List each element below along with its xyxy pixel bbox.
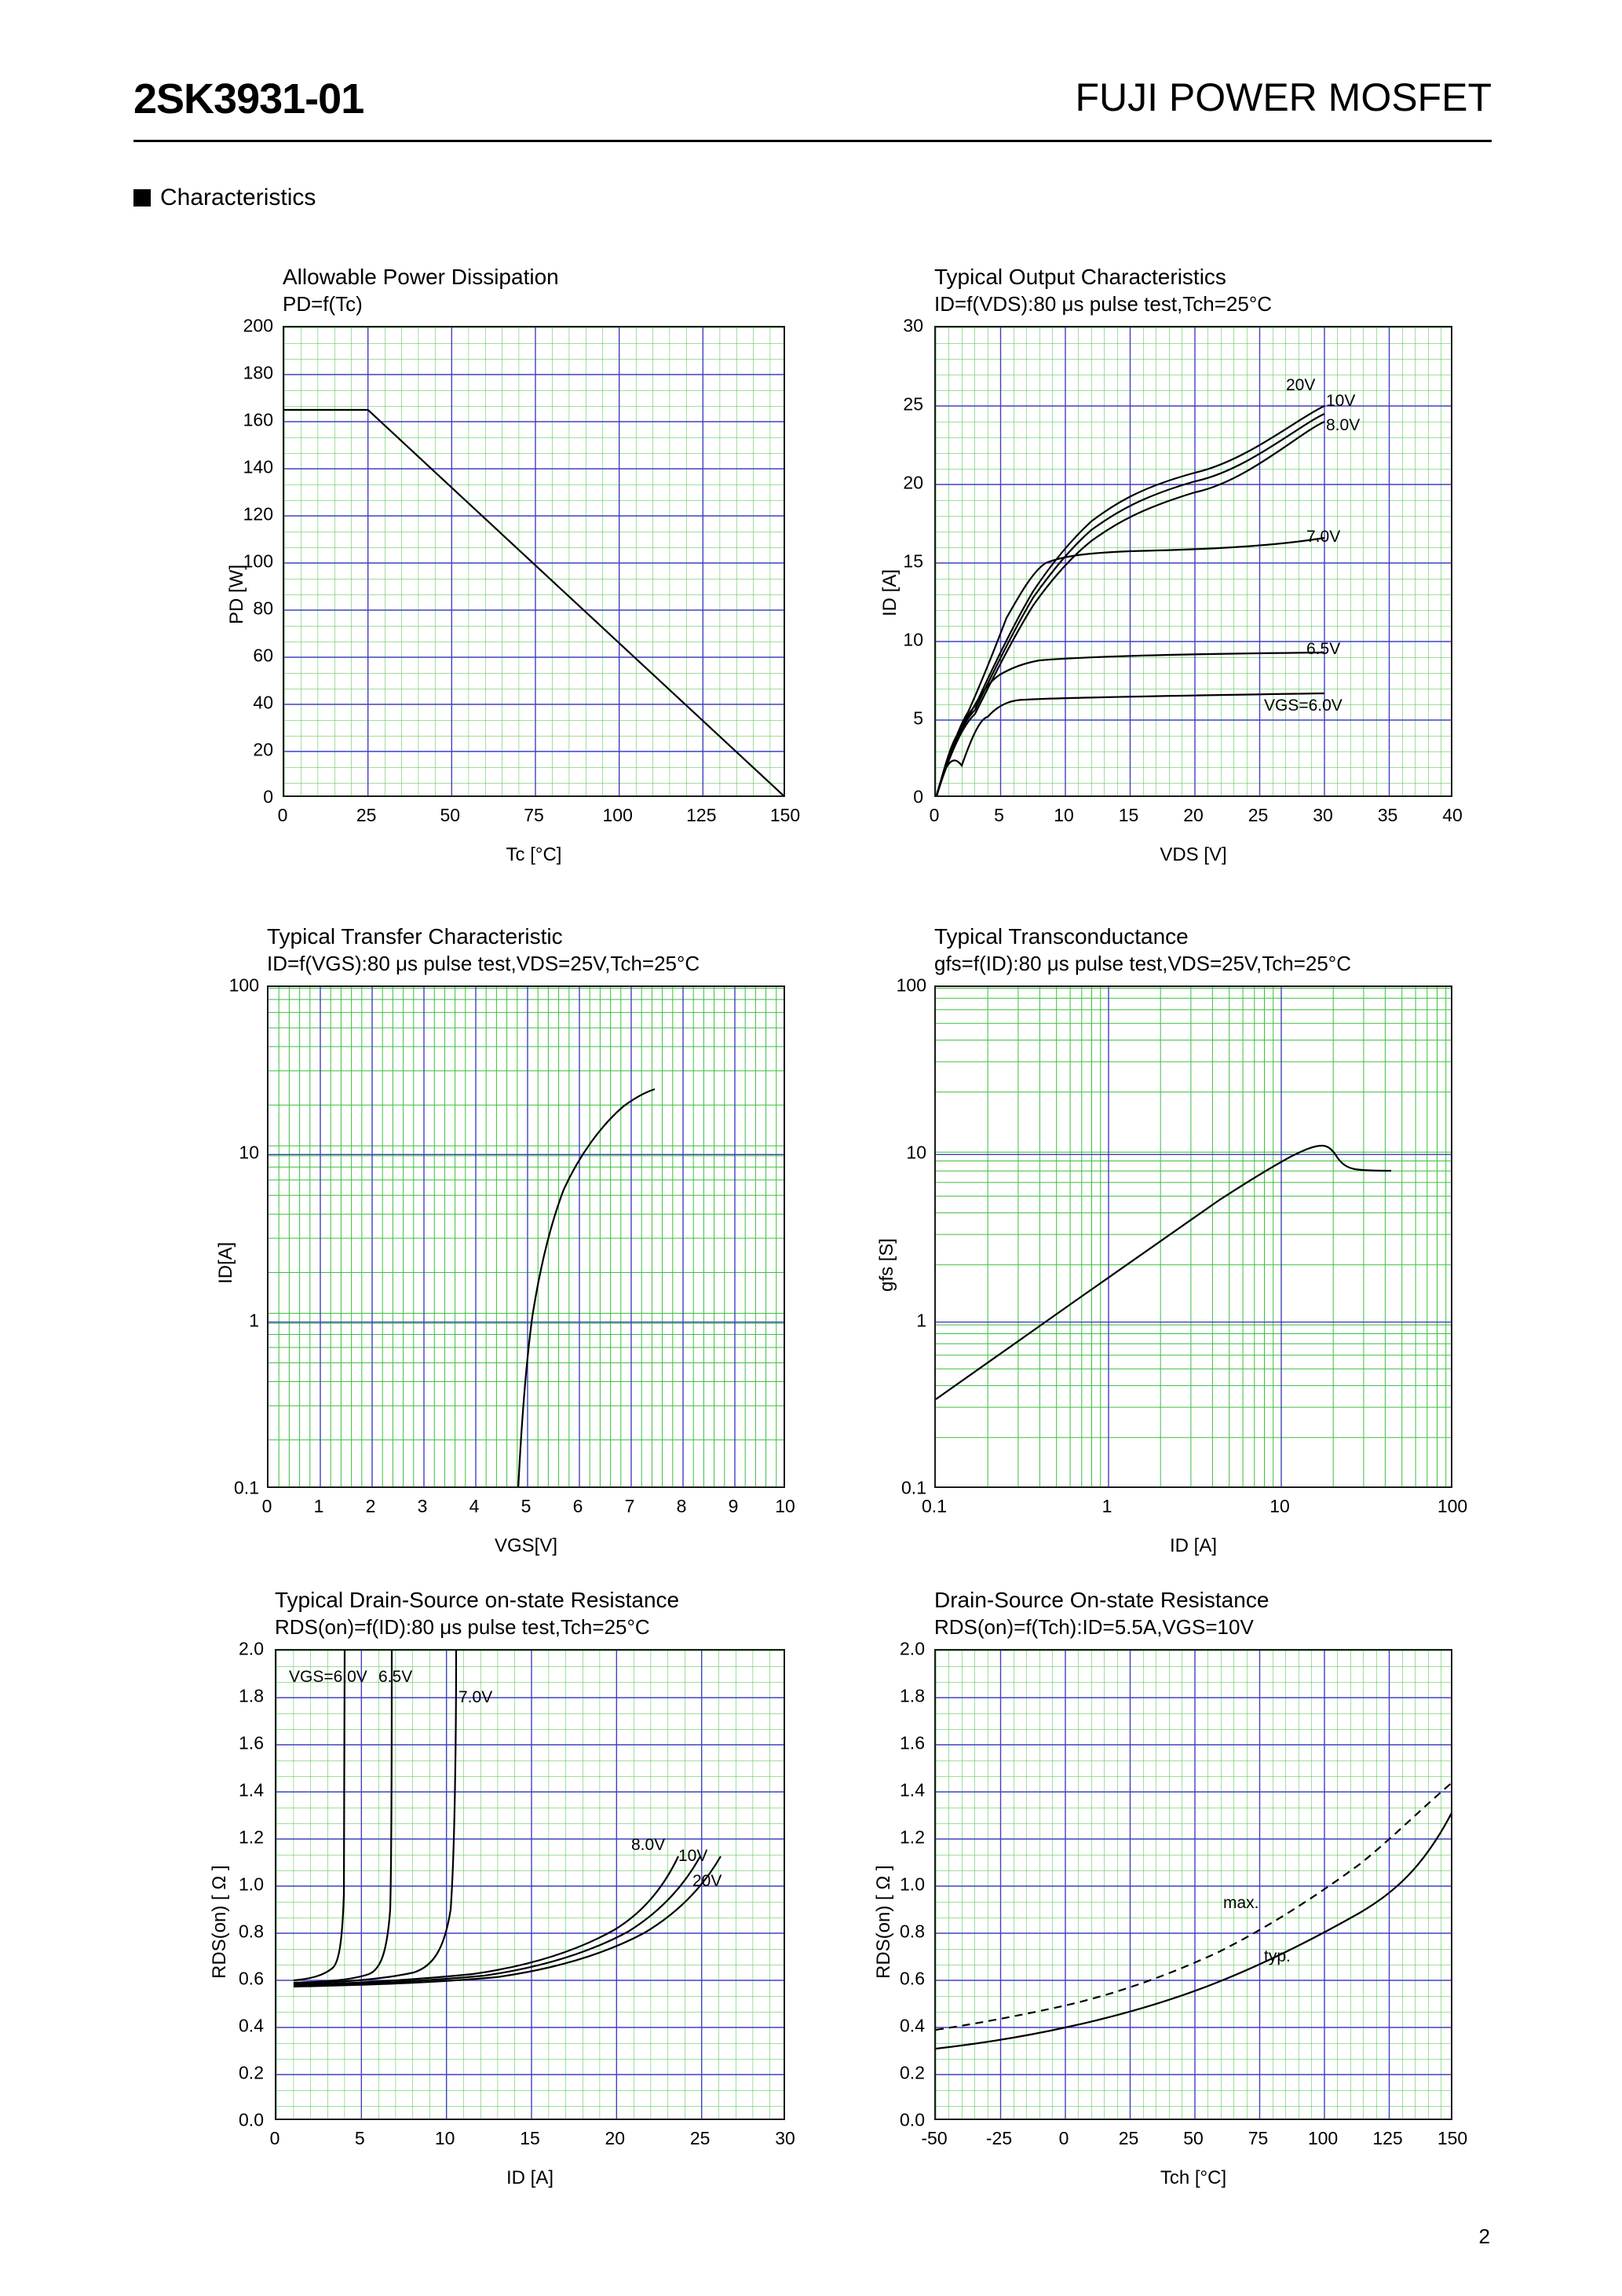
chart3-xtick-3: 3 bbox=[417, 1496, 428, 1516]
chart1-xlabel: Tc [°C] bbox=[506, 844, 562, 865]
chart1-ytick-3: 60 bbox=[253, 645, 273, 666]
chart2-xtick-5: 25 bbox=[1248, 805, 1269, 825]
chart6-xtick-5: 75 bbox=[1248, 2128, 1269, 2148]
chart4-ytick-0: 0.1 bbox=[901, 1477, 926, 1498]
chart4-xlabel: ID [A] bbox=[1169, 1535, 1217, 1556]
chart3-title-line1: Typical Transfer Characteristic bbox=[267, 924, 563, 949]
chart1-ytick-9: 180 bbox=[243, 362, 273, 383]
chart6-xtick-1: -25 bbox=[985, 2128, 1013, 2148]
chart2-annotation-20v: 20V bbox=[1286, 376, 1316, 394]
chart5-annotation-65v: 6.5V bbox=[378, 1668, 413, 1686]
chart2-ytick-0: 0 bbox=[913, 786, 923, 807]
chart5-xtick-1: 5 bbox=[354, 2128, 365, 2148]
chart5-ytick-6: 1.2 bbox=[239, 1826, 264, 1848]
bullet-square-icon bbox=[133, 189, 151, 207]
chart-typical-transconductance bbox=[856, 923, 1547, 1556]
chart1-xtick-1: 25 bbox=[356, 805, 377, 825]
section-label: Characteristics bbox=[160, 185, 316, 210]
chart1-xtick-5: 125 bbox=[686, 805, 717, 825]
chart1-ytick-2: 40 bbox=[253, 692, 273, 713]
chart6-xtick-0: -50 bbox=[921, 2128, 948, 2148]
chart5-ytick-3: 0.6 bbox=[239, 1968, 264, 1989]
chart1-ytick-5: 100 bbox=[243, 550, 273, 572]
chart4-xtick-2: 10 bbox=[1269, 1496, 1290, 1516]
chart5-annotation-vgs6v: VGS=6.0V bbox=[289, 1668, 367, 1686]
chart2-ytick-3: 15 bbox=[903, 550, 923, 572]
chart6-title-line2: RDS(on)=f(Tch):ID=5.5A,VGS=10V bbox=[934, 1614, 1254, 1639]
chart2-ytick-1: 5 bbox=[913, 707, 923, 729]
chart3-xtick-4: 4 bbox=[469, 1496, 480, 1516]
chart-allowable-power-dissipation bbox=[196, 263, 824, 865]
chart-typical-output-characteristics bbox=[856, 263, 1539, 865]
chart5-ytick-2: 0.4 bbox=[239, 2015, 264, 2036]
chart2-ytick-4: 20 bbox=[903, 472, 923, 493]
chart5-ytick-4: 0.8 bbox=[239, 1921, 264, 1942]
chart2-ylabel: ID [A] bbox=[879, 569, 901, 616]
chart4-plot bbox=[934, 985, 1452, 1488]
chart1-xtick-0: 0 bbox=[277, 805, 288, 825]
chart3-ylabel: ID[A] bbox=[215, 1241, 236, 1284]
chart5-annotation-8v: 8.0V bbox=[631, 1836, 666, 1854]
chart6-ytick-6: 1.2 bbox=[900, 1826, 925, 1848]
chart3-graph bbox=[269, 987, 785, 1488]
chart5-xtick-2: 10 bbox=[434, 2128, 455, 2148]
chart5-xtick-0: 0 bbox=[269, 2128, 280, 2148]
chart2-xtick-1: 5 bbox=[994, 805, 1004, 825]
chart6-ytick-9: 1.8 bbox=[900, 1685, 925, 1706]
chart3-xtick-6: 6 bbox=[572, 1496, 583, 1516]
chart5-title-line2: RDS(on)=f(ID):80 μs pulse test,Tch=25°C bbox=[275, 1614, 650, 1639]
chart5-ytick-10: 2.0 bbox=[239, 1638, 264, 1659]
chart2-xtick-2: 10 bbox=[1054, 805, 1074, 825]
chart6-ytick-5: 1.0 bbox=[900, 1874, 925, 1895]
chart5-ytick-0: 0.0 bbox=[239, 2109, 264, 2130]
chart1-ytick-10: 200 bbox=[243, 315, 273, 336]
chart-rds-on-vs-tch bbox=[856, 1586, 1539, 2191]
part-number: 2SK3931-01 bbox=[133, 75, 364, 122]
chart2-ytick-5: 25 bbox=[903, 393, 923, 415]
chart1-title-line2: PD=f(Tc) bbox=[283, 291, 363, 316]
chart1-title-line1: Allowable Power Dissipation bbox=[283, 265, 559, 289]
chart2-plot bbox=[934, 326, 1452, 797]
chart3-ytick-2: 10 bbox=[239, 1142, 259, 1163]
chart5-plot bbox=[275, 1649, 785, 2120]
chart6-ytick-3: 0.6 bbox=[900, 1968, 925, 1989]
chart5-xtick-5: 25 bbox=[689, 2128, 711, 2148]
chart1-ytick-6: 120 bbox=[243, 503, 273, 525]
chart5-ytick-9: 1.8 bbox=[239, 1685, 264, 1706]
chart5-xtick-3: 15 bbox=[520, 2128, 540, 2148]
chart5-ylabel: RDS(on) [ Ω ] bbox=[209, 1865, 230, 1979]
chart1-xtick-4: 100 bbox=[602, 805, 633, 825]
chart1-ytick-8: 160 bbox=[243, 409, 273, 430]
chart6-annotation-max: max. bbox=[1223, 1894, 1259, 1912]
chart-rds-on-vs-id bbox=[188, 1586, 848, 2191]
chart4-xtick-0: 0.1 bbox=[922, 1496, 947, 1516]
chart4-ytick-3: 100 bbox=[896, 974, 926, 996]
chart1-xtick-2: 50 bbox=[440, 805, 461, 825]
chart3-xtick-2: 2 bbox=[365, 1496, 376, 1516]
chart6-xlabel: Tch [°C] bbox=[1160, 2167, 1227, 2188]
chart2-xtick-6: 30 bbox=[1313, 805, 1333, 825]
chart3-xtick-8: 8 bbox=[676, 1496, 687, 1516]
chart5-xtick-4: 20 bbox=[605, 2128, 626, 2148]
chart5-annotation-7v: 7.0V bbox=[458, 1688, 493, 1706]
chart2-title-line1: Typical Output Characteristics bbox=[934, 265, 1226, 289]
chart4-title-line2: gfs=f(ID):80 μs pulse test,VDS=25V,Tch=25°C bbox=[934, 951, 1351, 975]
chart3-xlabel: VGS[V] bbox=[494, 1535, 558, 1556]
chart5-ytick-5: 1.0 bbox=[239, 1874, 264, 1895]
chart6-xtick-8: 150 bbox=[1437, 2128, 1468, 2148]
chart3-xtick-5: 5 bbox=[521, 1496, 532, 1516]
chart2-xtick-4: 20 bbox=[1183, 805, 1204, 825]
chart2-annotation-vgs6v: VGS=6.0V bbox=[1264, 696, 1343, 715]
chart1-xtick-3: 75 bbox=[524, 805, 544, 825]
chart5-xtick-6: 30 bbox=[775, 2128, 795, 2148]
chart3-ytick-3: 100 bbox=[228, 974, 259, 996]
page-header bbox=[133, 75, 1492, 123]
chart2-annotation-8v: 8.0V bbox=[1326, 416, 1361, 434]
chart6-annotation-typ: typ. bbox=[1264, 1947, 1291, 1965]
chart6-xtick-2: 0 bbox=[1058, 2128, 1069, 2148]
chart2-ytick-2: 10 bbox=[903, 629, 923, 650]
chart3-xtick-1: 1 bbox=[313, 1496, 324, 1516]
chart6-ytick-4: 0.8 bbox=[900, 1921, 925, 1942]
chart2-xtick-0: 0 bbox=[929, 805, 940, 825]
chart5-xlabel: ID [A] bbox=[506, 2167, 553, 2188]
chart5-annotation-20v: 20V bbox=[692, 1872, 722, 1890]
chart6-xtick-4: 50 bbox=[1183, 2128, 1204, 2148]
chart2-xtick-3: 15 bbox=[1118, 805, 1139, 825]
chart-typical-transfer-characteristic bbox=[196, 923, 840, 1556]
header-divider bbox=[133, 140, 1492, 142]
chart3-plot bbox=[267, 985, 785, 1488]
chart3-xtick-0: 0 bbox=[261, 1496, 272, 1516]
chart6-ytick-8: 1.6 bbox=[900, 1732, 925, 1753]
chart1-ylabel: PD [W] bbox=[226, 565, 247, 624]
chart3-ytick-1: 1 bbox=[249, 1310, 259, 1331]
chart6-ytick-2: 0.4 bbox=[900, 2015, 925, 2036]
chart6-ytick-0: 0.0 bbox=[900, 2109, 925, 2130]
chart1-plot bbox=[283, 326, 785, 797]
chart6-title-line1: Drain-Source On-state Resistance bbox=[934, 1588, 1269, 1612]
section-heading bbox=[133, 185, 316, 211]
chart5-ytick-1: 0.2 bbox=[239, 2062, 264, 2083]
chart2-annotation-65v: 6.5V bbox=[1306, 640, 1341, 658]
chart3-xtick-7: 7 bbox=[624, 1496, 635, 1516]
chart1-ytick-1: 20 bbox=[253, 739, 273, 760]
chart4-ytick-1: 1 bbox=[916, 1310, 926, 1331]
chart1-graph bbox=[284, 327, 785, 797]
chart3-xtick-9: 9 bbox=[728, 1496, 739, 1516]
chart6-ytick-10: 2.0 bbox=[900, 1638, 925, 1659]
chart2-xtick-8: 40 bbox=[1442, 805, 1463, 825]
chart6-ytick-1: 0.2 bbox=[900, 2062, 925, 2083]
chart6-xtick-6: 100 bbox=[1307, 2128, 1339, 2148]
chart2-annotation-7v: 7.0V bbox=[1306, 528, 1341, 546]
chart6-xtick-7: 125 bbox=[1372, 2128, 1403, 2148]
chart2-graph bbox=[936, 327, 1452, 797]
chart4-graph bbox=[936, 987, 1452, 1488]
chart1-xtick-6: 150 bbox=[769, 805, 801, 825]
chart3-ytick-0: 0.1 bbox=[234, 1477, 259, 1498]
chart2-xtick-7: 35 bbox=[1377, 805, 1398, 825]
chart4-title-line1: Typical Transconductance bbox=[934, 924, 1189, 949]
chart6-graph bbox=[936, 1651, 1452, 2120]
chart2-annotation-10v: 10V bbox=[1326, 392, 1356, 410]
chart3-title-line2: ID=f(VGS):80 μs pulse test,VDS=25V,Tch=25°C bbox=[267, 951, 700, 975]
chart3-xtick-10: 10 bbox=[775, 1496, 795, 1516]
chart4-xtick-3: 100 bbox=[1437, 1496, 1468, 1516]
chart2-ytick-6: 30 bbox=[903, 315, 923, 336]
chart5-ytick-7: 1.4 bbox=[239, 1779, 264, 1801]
chart1-ytick-7: 140 bbox=[243, 456, 273, 477]
chart5-annotation-10v: 10V bbox=[678, 1847, 708, 1865]
chart6-ytick-7: 1.4 bbox=[900, 1779, 925, 1801]
chart4-ytick-2: 10 bbox=[906, 1142, 926, 1163]
chart5-ytick-8: 1.6 bbox=[239, 1732, 264, 1753]
chart2-title-line2: ID=f(VDS):80 μs pulse test,Tch=25°C bbox=[934, 291, 1273, 316]
chart2-xlabel: VDS [V] bbox=[1160, 844, 1227, 865]
brand-title: FUJI POWER MOSFET bbox=[1075, 75, 1492, 119]
page-number: 2 bbox=[1478, 2225, 1490, 2248]
chart1-ytick-0: 0 bbox=[263, 786, 273, 807]
chart6-xtick-3: 25 bbox=[1118, 2128, 1139, 2148]
chart1-ytick-4: 80 bbox=[253, 598, 273, 619]
chart6-ylabel: RDS(on) [ Ω ] bbox=[873, 1865, 894, 1979]
chart4-xtick-1: 1 bbox=[1101, 1496, 1112, 1516]
chart6-plot bbox=[934, 1649, 1452, 2120]
chart5-title-line1: Typical Drain-Source on-state Resistance bbox=[275, 1588, 680, 1612]
chart4-ylabel: gfs [S] bbox=[876, 1238, 897, 1292]
